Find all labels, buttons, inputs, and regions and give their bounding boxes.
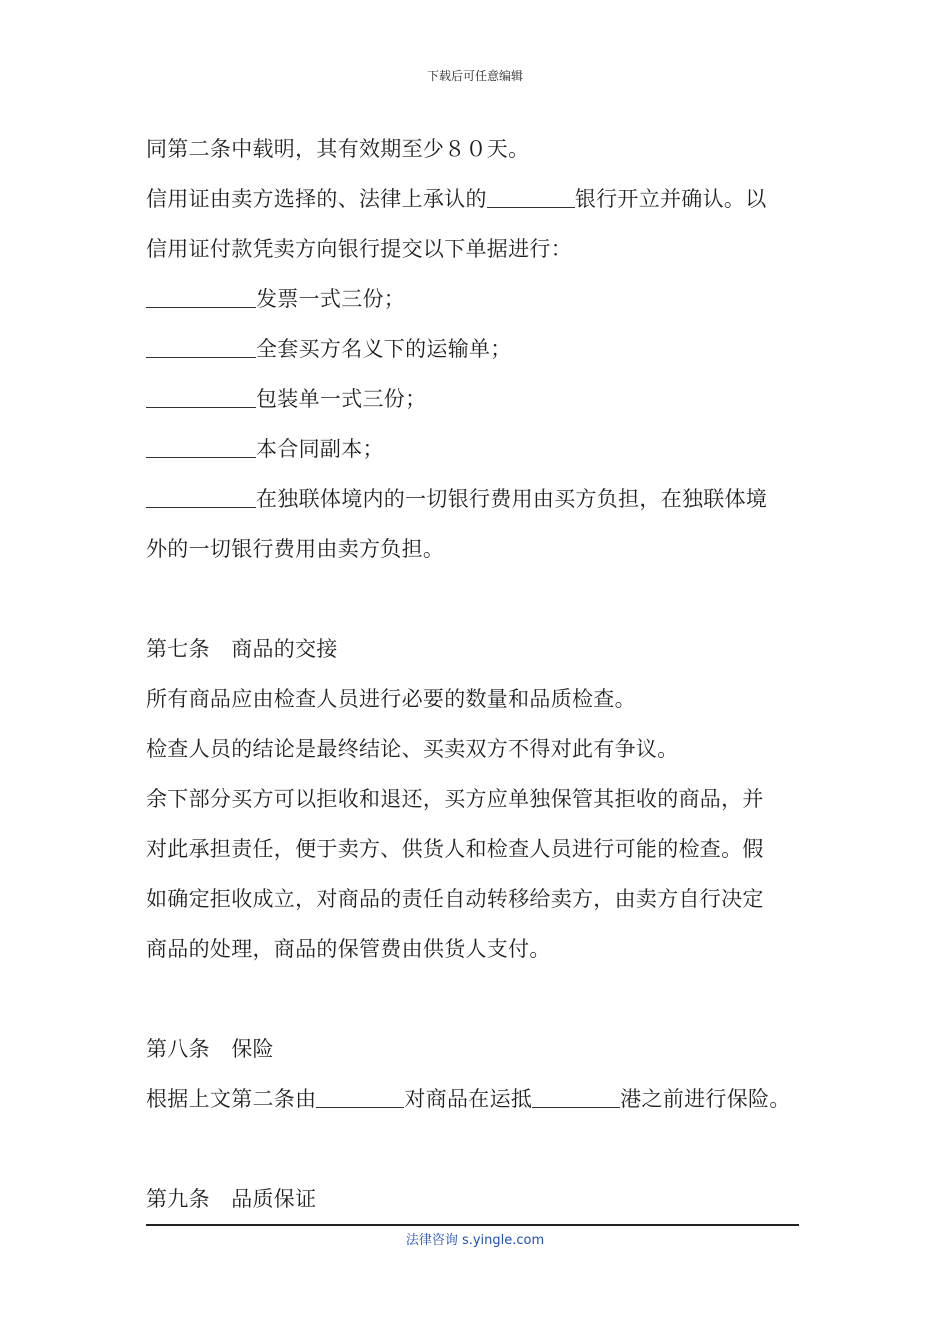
text-segment: 发票一式三份； [256,287,406,311]
text-line [146,280,826,330]
text-segment: 对商品在运抵 [404,1087,533,1111]
text-line: 所有商品应由检查人员进行必要的数量和品质检查。 [146,687,636,711]
text-line: 商品的处理，商品的保管费由供货人支付。 [146,937,551,961]
text-segment: 本合同副本； [256,437,384,461]
footer-link[interactable]: 法律咨询 s.yingle.com [405,1233,545,1248]
paragraph-gap [146,1130,826,1180]
text-segment: 信用证由卖方选择的、法律上承认的 [146,187,487,211]
text-line: 信用证付款凭卖方向银行提交以下单据进行： [146,237,572,261]
fill-blank[interactable] [146,285,256,308]
text-line [146,380,826,430]
text-line [146,180,826,230]
text-segment: 全套买方名义下的运输单； [256,337,512,361]
text-line [146,330,826,380]
fill-blank[interactable] [146,485,256,508]
text-line: 同第二条中载明，其有效期至少８０天。 [146,137,530,161]
text-line [146,1080,826,1130]
paragraph-gap [146,580,826,630]
text-line [146,430,826,480]
text-line: 检查人员的结论是最终结论、买卖双方不得对此有争议。 [146,737,679,761]
fill-blank[interactable] [316,1085,404,1108]
article-7-title: 第七条 商品的交接 [146,637,338,661]
text-segment: 根据上文第二条由 [146,1087,317,1111]
page-header: 下载后可任意编辑 [426,69,523,83]
fill-blank[interactable] [146,335,256,358]
text-line: 对此承担责任，便于卖方、供货人和检查人员进行可能的检查。假 [146,837,764,861]
fill-blank[interactable] [487,185,575,208]
text-line: 如确定拒收成立，对商品的责任自动转移给卖方，由卖方自行决定 [146,887,764,911]
document-body [146,130,826,1230]
paragraph-gap [146,980,826,1030]
text-segment: 银行开立并确认。以 [574,187,767,211]
fill-blank[interactable] [532,1085,620,1108]
article-8-title: 第八条 保险 [146,1037,274,1061]
text-line: 外的一切银行费用由卖方负担。 [146,537,445,561]
fill-blank[interactable] [146,435,256,458]
text-segment: 包装单一式三份； [256,387,427,411]
text-segment: 港之前进行保险。 [620,1087,791,1111]
fill-blank[interactable] [146,385,256,408]
text-segment: 在独联体境内的一切银行费用由买方负担，在独联体境 [256,487,768,511]
text-line [146,480,826,530]
article-9-title: 第九条 品质保证 [146,1187,317,1211]
text-line: 余下部分买方可以拒收和退还，买方应单独保管其拒收的商品，并 [146,787,764,811]
footer-divider [146,1224,799,1226]
